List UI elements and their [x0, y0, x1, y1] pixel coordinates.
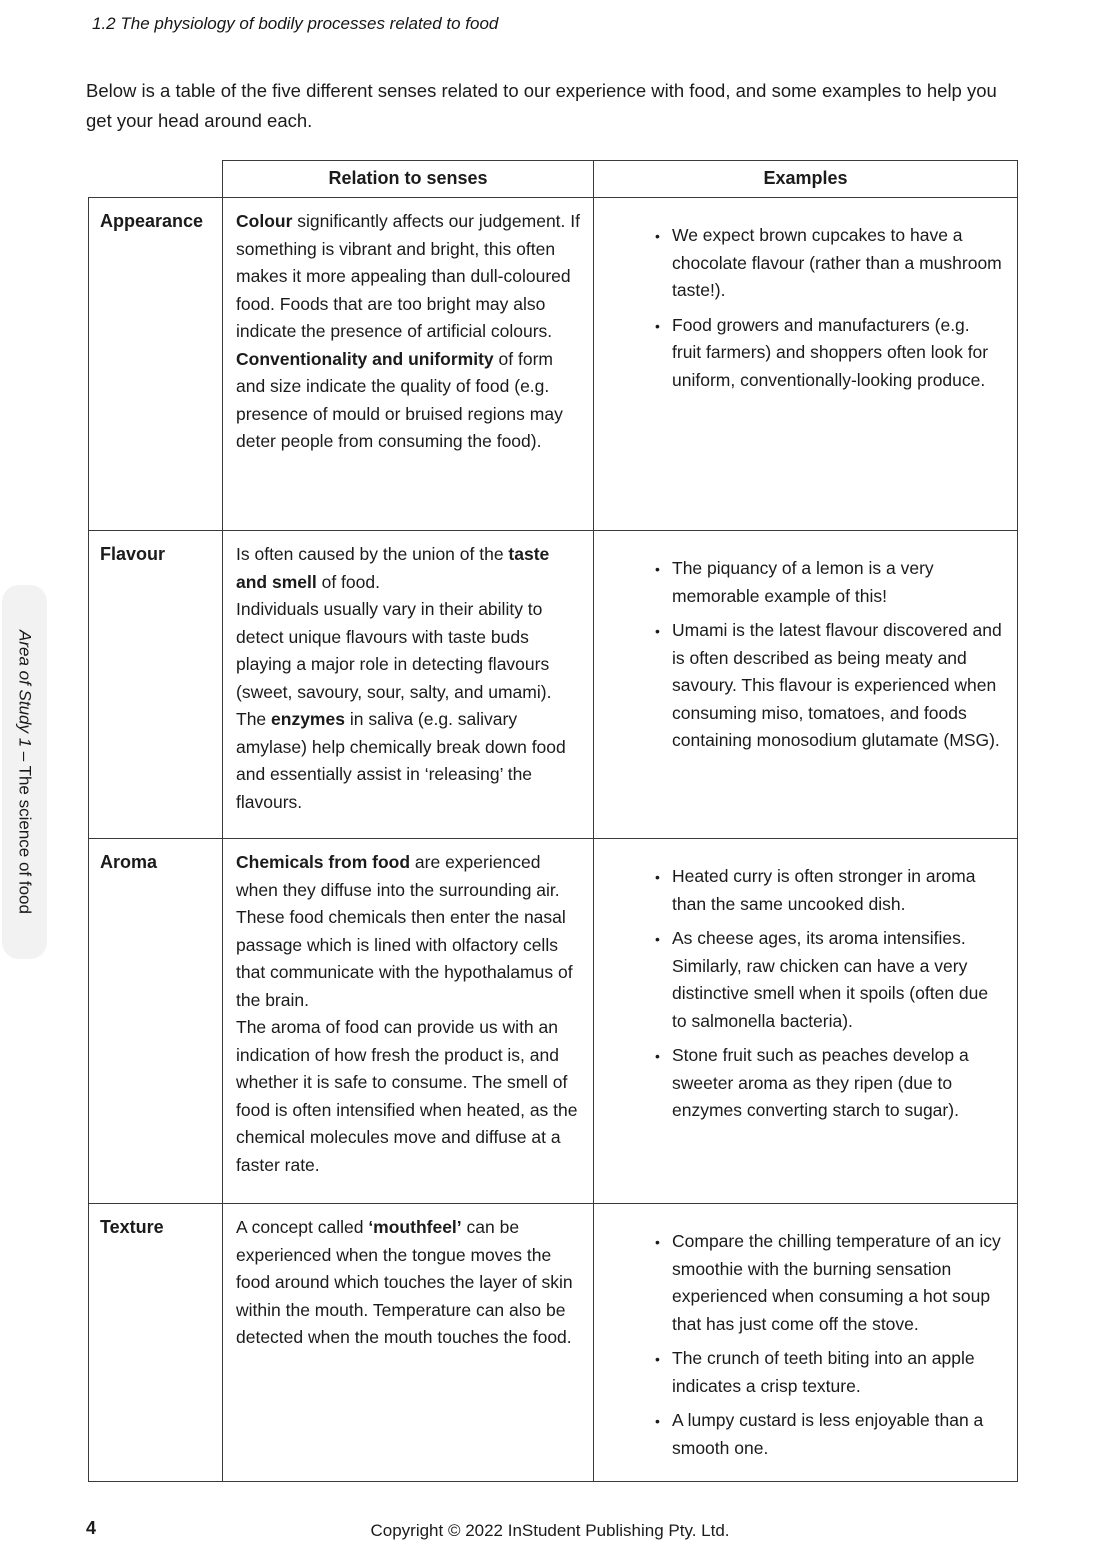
- text-segment: can be experienced when the tongue moves the food around which touches the layer of skin within the mouth. Temperature can also be detected when the mouth touches the food.: [236, 1217, 573, 1347]
- example-item: • A lumpy custard is less enjoyable than a smooth one.: [672, 1407, 1003, 1462]
- example-item: • The crunch of teeth biting into an apple indicates a crisp texture.: [672, 1345, 1003, 1400]
- table-header-row: [89, 161, 1018, 198]
- relation-cell: [223, 1204, 594, 1482]
- relation-paragraph: [236, 849, 581, 1014]
- example-item: • The piquancy of a lemon is a very memorable example of this!: [672, 555, 1003, 610]
- blank-corner-cell: [89, 161, 223, 198]
- intro-paragraph: Below is a table of the five different senses related to our experience with food, and some examples to help you get your head around each.: [86, 80, 997, 131]
- text-segment: taste and smell: [236, 544, 550, 592]
- sense-row: [89, 198, 1018, 531]
- sense-label-cell: Aroma: [89, 839, 223, 1204]
- relation-paragraph: [236, 706, 581, 816]
- side-tab-chapter-label: – The science of food: [15, 747, 35, 915]
- text-segment: ‘mouthfeel’: [368, 1217, 462, 1237]
- text-segment: A concept called: [236, 1217, 369, 1237]
- text-segment: of form and size indicate the quality of food (e.g. presence of mould or bruised regions may deter people from consuming the food).: [236, 348, 563, 451]
- example-item: • Compare the chilling temperature of an icy smoothie with the burning sensation experienced when consuming a hot soup that has just come off the stove.: [672, 1228, 1003, 1338]
- text-segment: of food.: [316, 571, 380, 592]
- examples-cell: [594, 198, 1018, 531]
- relation-paragraph: [236, 346, 581, 456]
- examples-list: [672, 863, 1003, 1125]
- relation-paragraph: [236, 541, 581, 596]
- examples-cell: [594, 531, 1018, 839]
- example-item: • Umami is the latest flavour discovered and is often described as being meaty and savoury. This flavour is experienced when consuming miso, tomatoes, and foods containing monosodium glutamate (MSG).: [672, 617, 1003, 755]
- sense-row: [89, 1204, 1018, 1482]
- sense-row: [89, 531, 1018, 839]
- text-segment: The: [236, 709, 272, 729]
- example-item: • Heated curry is often stronger in aroma than the same uncooked dish.: [672, 863, 1003, 918]
- sense-label-cell: Appearance: [89, 198, 223, 531]
- examples-cell: [594, 1204, 1018, 1482]
- sense-label-cell: Flavour: [89, 531, 223, 839]
- senses-table: [88, 160, 1018, 1482]
- example-item: • As cheese ages, its aroma intensifies. Similarly, raw chicken can have a very distinctive smell when it spoils (often due to salmonella bacteria).: [672, 925, 1003, 1035]
- text-segment: significantly affects our judgement. If something is vibrant and bright, this often makes it more appealing than dull-coloured food. Foods that are too bright may also indicate the presence of artificial colours.: [236, 211, 580, 341]
- text-segment: The aroma of food can provide us with an indication of how fresh the product is, and whether it is safe to consume. The smell of food is often intensified when heated, as the chemical molecules move and diffuse at a faster rate.: [236, 1017, 578, 1175]
- examples-list: [672, 555, 1003, 755]
- sense-row: [89, 839, 1018, 1204]
- text-segment: Conventionality and uniformity: [236, 348, 494, 369]
- relation-paragraph: [236, 596, 581, 706]
- example-item: • Stone fruit such as peaches develop a sweeter aroma as they ripen (due to enzymes converting starch to sugar).: [672, 1042, 1003, 1125]
- senses-table-body: [89, 198, 1018, 1482]
- text-segment: enzymes: [271, 709, 345, 729]
- examples-cell: [594, 839, 1018, 1204]
- page-number: 4: [86, 1518, 97, 1538]
- relation-paragraph: [236, 1014, 581, 1179]
- sense-label-cell: Texture: [89, 1204, 223, 1482]
- example-item: • We expect brown cupcakes to have a chocolate flavour (rather than a mushroom taste!).: [672, 222, 1003, 305]
- examples-list: [672, 222, 1003, 394]
- text-segment: Individuals usually vary in their ability to detect unique flavours with taste buds playing a major role in detecting flavours (sweet, savoury, sour, salty, and umami).: [236, 599, 552, 702]
- relation-column-header: Relation to senses: [223, 161, 594, 198]
- copyright-notice: Copyright © 2022 InStudent Publishing Pty. Ltd.: [370, 1521, 730, 1540]
- text-segment: in saliva (e.g. salivary amylase) help chemically break down food and essentially assist in ‘releasing’ the flavours.: [236, 709, 566, 812]
- relation-cell: [223, 839, 594, 1204]
- section-running-head: 1.2 The physiology of bodily processes related to food: [92, 14, 499, 33]
- text-segment: Is often caused by the union of the: [236, 544, 509, 564]
- examples-list: [672, 1228, 1003, 1462]
- example-item: • Food growers and manufacturers (e.g. fruit farmers) and shoppers often look for uniform, conventionally-looking produce.: [672, 312, 1003, 395]
- relation-paragraph: [236, 1214, 581, 1352]
- text-segment: Chemicals from food: [236, 852, 411, 872]
- text-segment: Colour: [236, 211, 293, 231]
- relation-paragraph: [236, 208, 581, 346]
- relation-cell: [223, 198, 594, 531]
- examples-column-header: Examples: [594, 161, 1018, 198]
- chapter-side-tab: [2, 585, 47, 959]
- side-tab-area-label: Area of Study 1: [15, 629, 35, 748]
- relation-cell: [223, 531, 594, 839]
- text-segment: are experienced when they diffuse into the surrounding air. These food chemicals then enter the nasal passage which is lined with olfactory cells that communicate with the hypothalamus of the brain.: [236, 852, 573, 1010]
